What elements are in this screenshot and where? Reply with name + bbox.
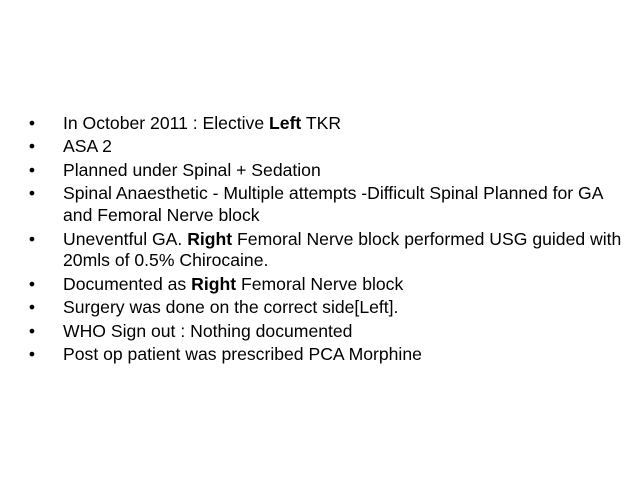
bullet-dot-icon: • <box>28 273 36 294</box>
bullet-item <box>24 160 624 182</box>
bullet-text: Uneventful GA. Right Femoral Nerve block performed USG guided with 20mls of 0.5% Chirocaine. <box>63 228 622 271</box>
bullet-text: Post op patient was prescribed PCA Morphine <box>63 344 422 365</box>
bullet-item <box>24 344 624 366</box>
bullet-dot-icon: • <box>28 228 36 249</box>
bullet-text: In October 2011 : Elective Left TKR <box>63 113 342 133</box>
bullet-list <box>24 113 624 368</box>
bullet-text: ASA 2 <box>63 136 112 157</box>
bullet-dot-icon: • <box>28 183 36 204</box>
bullet-dot-icon: • <box>28 159 36 180</box>
bullet-text: WHO Sign out : Nothing documented <box>63 320 353 341</box>
bullet-text: Documented as Right Femoral Nerve block <box>63 273 404 294</box>
bullet-item <box>24 183 624 226</box>
bullet-dot-icon: • <box>28 297 36 318</box>
bullet-item <box>24 229 624 272</box>
bullet-text: Planned under Spinal + Sedation <box>63 159 321 180</box>
bullet-dot-icon: • <box>28 344 36 365</box>
bullet-text: Surgery was done on the correct side[Left]. <box>63 297 399 318</box>
bullet-item <box>24 113 624 135</box>
bullet-item <box>24 321 624 343</box>
bullet-item <box>24 274 624 296</box>
bullet-dot-icon: • <box>28 136 36 157</box>
bullet-text: Spinal Anaesthetic - Multiple attempts -Difficult Spinal Planned for GA and Femoral Nerve block <box>63 183 603 226</box>
bullet-item <box>24 136 624 158</box>
bullet-dot-icon: • <box>28 113 36 133</box>
bullet-dot-icon: • <box>28 320 36 341</box>
bullet-item <box>24 297 624 319</box>
